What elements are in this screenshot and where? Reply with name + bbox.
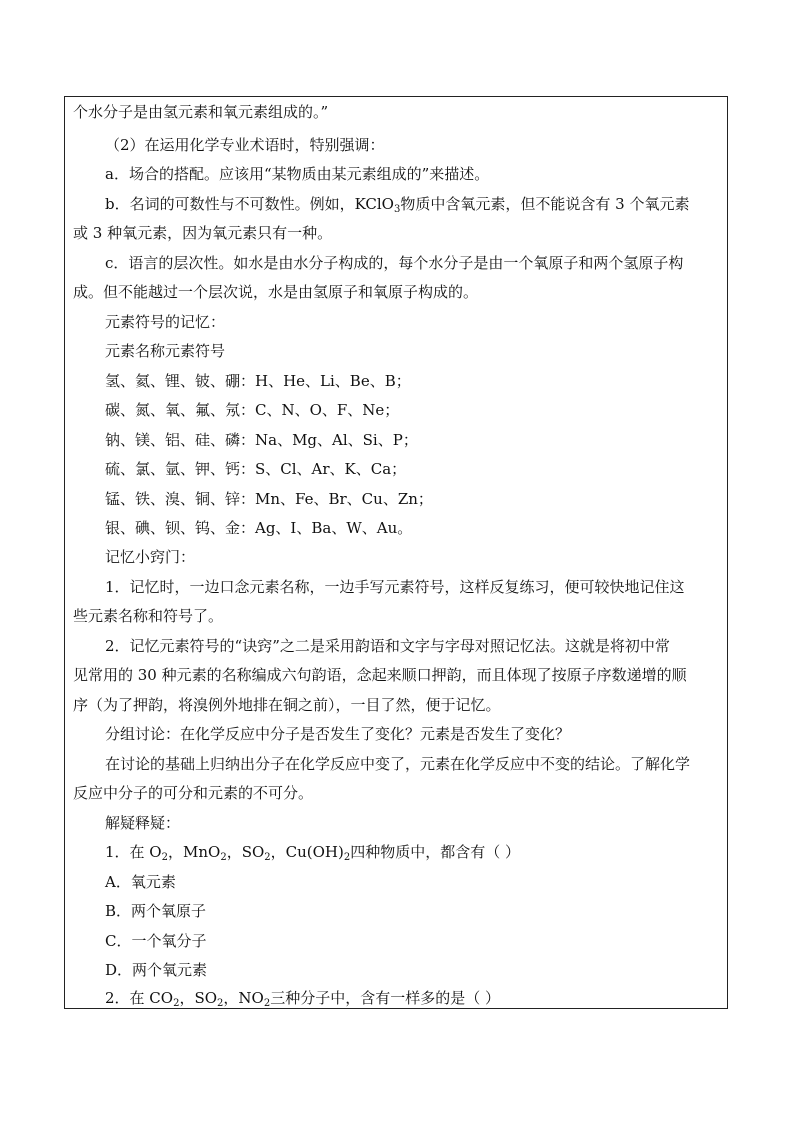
- option-d: D．两个氧元素: [105, 961, 208, 979]
- text-line: 元素名称元素符号: [105, 342, 226, 360]
- text-line: 或 3 种氧元素，因为氧元素只有一种。: [73, 224, 333, 242]
- text-line: 在讨论的基础上归纳出分子在化学反应中变了，元素在化学反应中不变的结论。了解化学: [105, 755, 691, 773]
- text-line: 记忆小窍门：: [105, 548, 196, 566]
- text-line: 硫、氯、氩、钾、钙：S、Cl、Ar、K、Ca；: [105, 460, 407, 478]
- text-line: 钠、镁、铝、硅、磷：Na、Mg、Al、Si、P；: [105, 431, 418, 449]
- question-2: 2．在 $CO_2$，$SO_2$，$NO_2$三种分子中，含有一样多的是（ ）: [105, 989, 501, 1009]
- text-line: a．场合的搭配。应该用“某物质由某元素组成的”来描述。: [105, 165, 490, 183]
- text-line: 1．记忆时，一边口念元素名称，一边手写元素符号，这样反复练习，便可较快地记住这: [105, 578, 685, 596]
- text-line: b．名词的可数性与不可数性。例如，KClO$_3$物质中含氧元素，但不能说含有 3 个氧元素: [105, 195, 690, 215]
- text-line: 锰、铁、溴、铜、锌：Mn、Fe、Br、Cu、Zn；: [105, 490, 433, 508]
- text-line: 元素符号的记忆：: [105, 313, 226, 331]
- text-line: 些元素名称和符号了。: [73, 607, 224, 625]
- question-1: 1．在 $O_2$，MnO$_2$，$SO_2$，$Cu(OH)_2$四种物质中，都含有（ ）: [105, 843, 521, 863]
- option-a: A．氧元素: [105, 873, 176, 891]
- option-c: C．一个氧分子: [105, 932, 207, 950]
- text-line: 2．记忆元素符号的“诀窍”之二是采用韵语和文字与字母对照记忆法。这就是将初中常: [105, 637, 670, 655]
- text-line: 银、碘、钡、钨、金：Ag、I、Ba、W、Au。: [105, 519, 413, 537]
- option-b: B．两个氧原子: [105, 902, 207, 920]
- text-line: 反应中分子的可分和元素的不可分。: [73, 784, 314, 802]
- content-frame: [64, 96, 728, 1009]
- text-line: 成。但不能越过一个层次说，水是由氢原子和氧原子构成的。: [73, 283, 479, 301]
- text-line: 碳、氮、氧、氟、氖：C、N、O、F、Ne；: [105, 401, 400, 419]
- text-line: （2）在运用化学专业术语时，特别强调：: [105, 136, 385, 154]
- text-line: 序（为了押韵，将溴例外地排在铜之前），一目了然，便于记忆。: [73, 696, 501, 714]
- text-line: 个水分子是由氢元素和氧元素组成的。”: [73, 103, 329, 121]
- text-line: 分组讨论：在化学反应中分子是否发生了变化？元素是否发生了变化？: [105, 725, 571, 743]
- text-line: 解疑释疑：: [105, 814, 181, 832]
- text-line: 氢、氦、锂、铍、硼：H、He、Li、Be、B；: [105, 372, 411, 390]
- text-line: 见常用的 30 种元素的名称编成六句韵语，念起来顺口押韵，而且体现了按原子序数递增的顺: [73, 666, 687, 684]
- text-line: c．语言的层次性。如水是由水分子构成的，每个水分子是由一个氧原子和两个氢原子构: [105, 254, 684, 272]
